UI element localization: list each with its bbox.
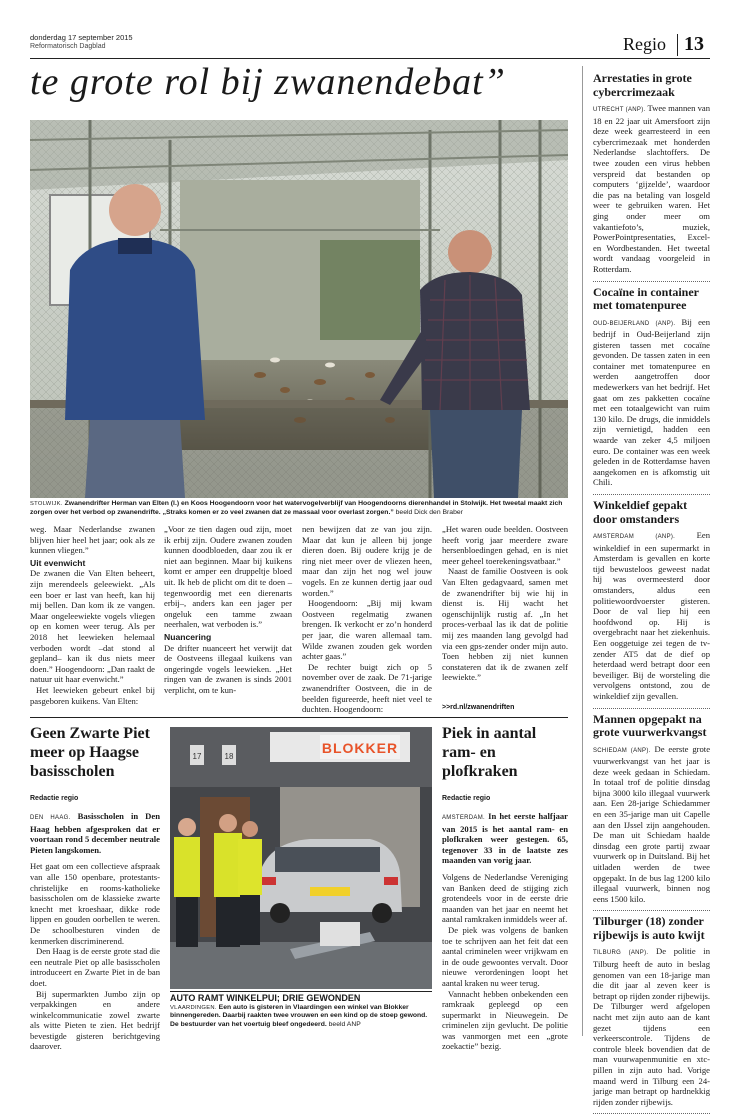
ramkraken-body xyxy=(442,811,568,1052)
paragraph: „Voor ze tien dagen oud zijn, moet ik erbij zijn. Oudere zwanen zouden kunnen doodbloeden, daar zou ik er niet aan beginnen. Maar bij kuikens komt er amper een druppeltje bloed uit. Ik heb de plicht om dit te doen –tegenwoordig met een dierenarts erbij–, anders kan een jager per ongeluk een tamme zwaan neerhalen, wat verboden is.” xyxy=(164,524,292,630)
photo2-caption-title: AUTO RAMT WINKELPUI; DRIE GEWONDEN xyxy=(170,993,361,1003)
caption-credit: beeld Dick den Braber xyxy=(395,508,463,516)
piet-dateline: DEN HAAG. xyxy=(30,815,71,821)
blokker-crash-photo xyxy=(170,727,432,989)
article-column-1 xyxy=(30,524,155,706)
paragraph: De zwanen die Van Elten beheert, zijn merendeels geleewiekt. „Als een boer er last van heeft, kan hij mij bellen. Dan kom ik ze vangen. Maar ongeleewiekte vogels vliegen op en komen weer terug. Als per 2018 het leewieken helemaal verboden wordt –dat stond al gepland– kan ik dus niets meer doen.” Hoogendoorn: „Dan raakt de natuur uit haar evenwicht.” xyxy=(30,568,155,685)
blokker-sign-text: BLOKKER xyxy=(321,740,399,756)
brief-item xyxy=(593,68,710,282)
brief-title: Arrestaties in grote cybercrimezaak xyxy=(593,71,692,99)
piet-lead xyxy=(30,811,160,855)
brief-item xyxy=(593,495,710,709)
masthead-rule xyxy=(30,58,710,59)
photo2-caption xyxy=(170,994,432,1029)
brief-text xyxy=(593,946,710,1107)
page-number: 13 xyxy=(684,33,704,55)
brief-dateline: SCHIEDAM (ANP). xyxy=(593,747,651,754)
brief-text xyxy=(593,103,710,275)
brief-body: Een winkeldief in een supermarkt in Amsterdam is gevallen en korte tijd bewusteloos geweest nadat hij was overmeesterd door omstanders, aldus een politiewoordvoerster gisteren. Door de val liep hij een hoofdwond op. Hij is overgebracht naar het ziekenhuis. Een ooggetuige zei tegen de tv-zender AT5 dat de dief op heterdaad werd betrapt door een beveiliger. Bij de worsteling die vervolgens ontstond, zou de winkeldief zijn gevallen. xyxy=(593,530,710,701)
ramkraken-lead xyxy=(442,811,568,866)
brief-text xyxy=(593,317,710,489)
caption-quote: „Straks komen er zo veel zwanen dat ze massaal voor overlast zorgen.” xyxy=(162,508,394,516)
piet-lead-text: Basisscholen in Den Haag hebben afgesproken dat er voortaan rond 5 december neutrale Pieten langskomen. xyxy=(30,811,160,855)
paragraph: Den Haag is de eerste grote stad die een neutrale Piet op alle basisscholen introduceert en Zwarte Piet in de ban doet. xyxy=(30,946,160,988)
paragraph: De drifter nuanceert het verwijt dat de Oostveens illegaal kuikens van ongeringde vogels leewieken. „Het ringen van de zwanen is sinds 2001 verplicht, om te kun- xyxy=(164,642,292,695)
subheading: Nuancering xyxy=(164,631,212,642)
paragraph: De piek was volgens de banken toe te schrijven aan het feit dat een aantal criminelen weer vrijkwam en in de oude gewoontes vervalt. Door nieuwe verordeningen loopt het aantal kraken nu weer terug. xyxy=(442,924,568,988)
photo2-caption-rule xyxy=(170,991,432,992)
masthead-paper: Reformatorisch Dagblad xyxy=(30,43,106,50)
brief-body: De politie in Tilburg heeft de auto in beslag genomen van een 18-jarige man die dit jaar al zeven keer is betrapt op rijden zonder rijbewijs. De Tilburger werd afgelopen nacht met zijn auto aan de kant gezet tijdens een verkeerscontrole. Tijdens de controle bleek bovendien dat de man vuurwapenmunitie en xtc-pillen in zijn auto had. Vorige maand werd in Tilburg een 24-jarige man betrapt op hardnekkig rijden zonder rijbewijs. xyxy=(593,946,710,1107)
brief-dateline: UTRECHT (ANP). xyxy=(593,107,646,113)
news-briefs-sidebar xyxy=(593,68,710,1114)
paragraph: Vannacht hebben onbekenden een ramkraak gepleegd op een supermarkt in Nieuwegein. De criminelen zijn gevlucht. De politie was vanmorgen met een „grote zoekactie” bezig. xyxy=(442,988,568,1052)
paragraph: Bij supermarkten Jumbo zijn op verpakkingen en andere winkelcommunicatie zowel zwarte als witte Pieten te zien. Het bedrijf bevestigde gisteren berichtgeving daarover. xyxy=(30,988,160,1052)
paragraph: Naast de familie Oostveen is ook Van Elten gedagvaard, samen met de zwanendrifter bij wie hij in dienst is. Hij wacht het ogenschijnlijk rustig af. „In het proces-verbaal las ik dat de politie mij zes maanden lang gevolgd had via een gps-zender onder mijn auto. Toen hebben zij niet kunnen constateren dat ik de zwanen zelf leewiekte.” xyxy=(442,566,568,683)
article-column-4 xyxy=(442,524,568,683)
swan-aviary-photo xyxy=(30,120,568,498)
paragraph: Volgens de Nederlandse Vereniging van Banken deed de stijging zich grotendeels voor in de eerste drie maanden van het jaar en neemt het aantal ramkraken inmiddels weer af. xyxy=(442,871,568,925)
brief-dateline: OUD-BEIJERLAND (ANP). xyxy=(593,320,676,327)
brief-item xyxy=(593,709,710,912)
article-link[interactable]: >>rd.nl/zwanendriften xyxy=(442,704,515,711)
paragraph: Hoogendoorn: „Bij mij kwam Oostveen regelmatig zwanen brengen. Ik verkocht er zo’n honderd per jaar, die waren allemaal tam. Wilde zwanen zouden gek worden achter gaas.” xyxy=(302,598,432,662)
sidebar-divider xyxy=(582,66,583,1036)
paragraph: Het leewieken gebeurt enkel bij pasgeboren kuikens. Van Elten: xyxy=(30,684,155,706)
brief-title: Mannen opgepakt na grote vuurwerkvangst xyxy=(593,711,707,739)
caption-text: Zwanendrifter Herman van Elten (l.) en Koos Hoogendoorn voor het watervogelverblijf van Hoogendoorns dierenhandel in Stolwijk. Het tweetal maakt zich zorgen over het verbod op zwanendrifte. xyxy=(30,500,563,516)
pillar-number-1: 17 xyxy=(192,752,202,761)
article-column-2 xyxy=(164,524,292,696)
subheading: Uit evenwicht xyxy=(30,557,86,568)
photo-caption xyxy=(30,500,568,517)
brief-dateline: AMSTERDAM (ANP). xyxy=(593,534,676,540)
ramkraken-dateline: AMSTERDAM. xyxy=(442,815,486,821)
paragraph: Het gaat om een collectieve afspraak van alle 150 openbare, protestants-christelijke en rooms-katholieke basisscholen om de klassieke zwarte knecht met kroeshaar, dikke rode lippen en gouden oorbellen te weren. De schoolbesturen vinden de kenmerken discriminerend. xyxy=(30,861,160,946)
photo2-caption-place: VLAARDINGEN. xyxy=(170,1004,217,1011)
paragraph: „Het waren oude beelden. Oostveen heeft vorig jaar meerdere zware hersenbloedingen gehad, en is niet meer geheel toerekeningsvatbaar.” xyxy=(442,524,568,566)
section-rule xyxy=(30,717,568,718)
page-headline: te grote rol bij zwanendebat” xyxy=(30,61,506,103)
brief-title: Winkeldief gepakt door omstanders xyxy=(593,498,688,526)
photo2-credit: beeld ANP xyxy=(328,1020,361,1028)
paragraph: nen bewijzen dat ze van jou zijn. Maar dat kun je alleen bij jonge dieren doen. Bij oudere krijg je de ring niet meer over de vliezen heen, maar dan zijn het nog wel jouw vogels. En ze kunnen dertig jaar oud worden.” xyxy=(302,524,432,598)
caption-place: STOLWIJK. xyxy=(30,501,63,507)
brief-body: De eerste grote vuurwerkvangst van het jaar is deze week gedaan in Schiedam. In totaal trof de politie dinsdag bijna 3000 kilo illegaal vuurwerk aan. Een 28-jarige Schiedammer en een 35-jarige man uit Capelle aan den IJssel zijn aangehouden. De man uit Schiedam haalde dinsdag een grote partij zwaar vuurwerk op in Duitsland. Bij het uitladen werden de twee opgepakt. In de bus lag 1200 kilo illegaal vuurwerk, binnen nog eens 1500 kilo. xyxy=(593,743,711,904)
piet-byline: Redactie regio xyxy=(30,795,79,802)
ramkraken-lead-text: In het eerste halfjaar van 2015 is het aantal ram- en plofkraken weer gestegen. 65, tegenover 33 in de laatste zes maanden van vorig jaar. xyxy=(442,811,568,866)
brief-title: Tilburger (18) zonder rijbewijs is auto kwijt xyxy=(593,914,705,942)
ramkraken-headline: Piek in aantal ram- en plofkraken xyxy=(442,725,537,780)
section-divider xyxy=(677,34,678,56)
brief-text xyxy=(593,530,710,702)
article-column-3 xyxy=(302,524,432,715)
brief-body: Twee mannen van 18 en 22 jaar uit Amersfoort zijn deze week gearresteerd in een cybercrimezaak met honderden Nederlandse slachtoffers. De twee zouden een virus hebben verspreid dat bestanden op computers ‘gijzelde’, waardoor die pas na betaling van losgeld weer te gebruiken waren. Het ging onder meer om vakantiefoto’s, muziek, PowerPointpresentaties, Excel- en Wordbestanden. Het tweetal wordt vandaag voorgeleid in Rotterdam. xyxy=(593,103,710,274)
brief-dateline: TILBURG (ANP). xyxy=(593,950,649,957)
pillar-number-2: 18 xyxy=(224,752,234,761)
brief-item xyxy=(593,282,710,496)
brief-title: Cocaïne in container met tomatenpuree xyxy=(593,284,699,312)
ramkraken-byline: Redactie regio xyxy=(442,795,491,802)
paragraph: weg. Maar Nederlandse zwanen blijven hier heel het jaar; ook als ze kunnen vliegen.” xyxy=(30,524,155,556)
masthead-date: donderdag 17 september 2015 xyxy=(30,33,133,42)
piet-body xyxy=(30,811,160,1052)
piet-headline: Geen Zwarte Piet meer op Haagse basisscholen xyxy=(30,725,150,780)
brief-body: Bij een bedrijf in Oud-Beijerland zijn gisteren tassen met cocaïne gevonden. De tassen zaten in een container met tomatenpuree en werden aangetroffen door medewerkers van het bedrijf. Het gaat om zes pakketten cocaïne met een totaalgewicht van ruim 130 kilo. De drugs, die inmiddels zijn vernietigd, hadden een waarde van zeker 4,5 miljoen euro. De container was een week geleden in de Rotterdamse haven aangekomen en is afkomstig uit Chili. xyxy=(593,316,710,488)
brief-text xyxy=(593,744,710,905)
paragraph: De rechter buigt zich op 5 november over de zaak. De 71-jarige zwanendrifter Oostveen, die in de beelden figureerde, heeft niet veel te duchten. Hoogendoorn: xyxy=(302,661,432,715)
photo2-caption-text: Een auto is gisteren in Vlaardingen een winkel van Blokker binnengereden. Daarbij raakten twee vrouwen en een kind op de stoep gewond. De bestuurder van het voertuig bleef ongedeerd. xyxy=(170,1003,428,1028)
brief-item xyxy=(593,911,710,1114)
section-name: Regio xyxy=(623,34,666,54)
